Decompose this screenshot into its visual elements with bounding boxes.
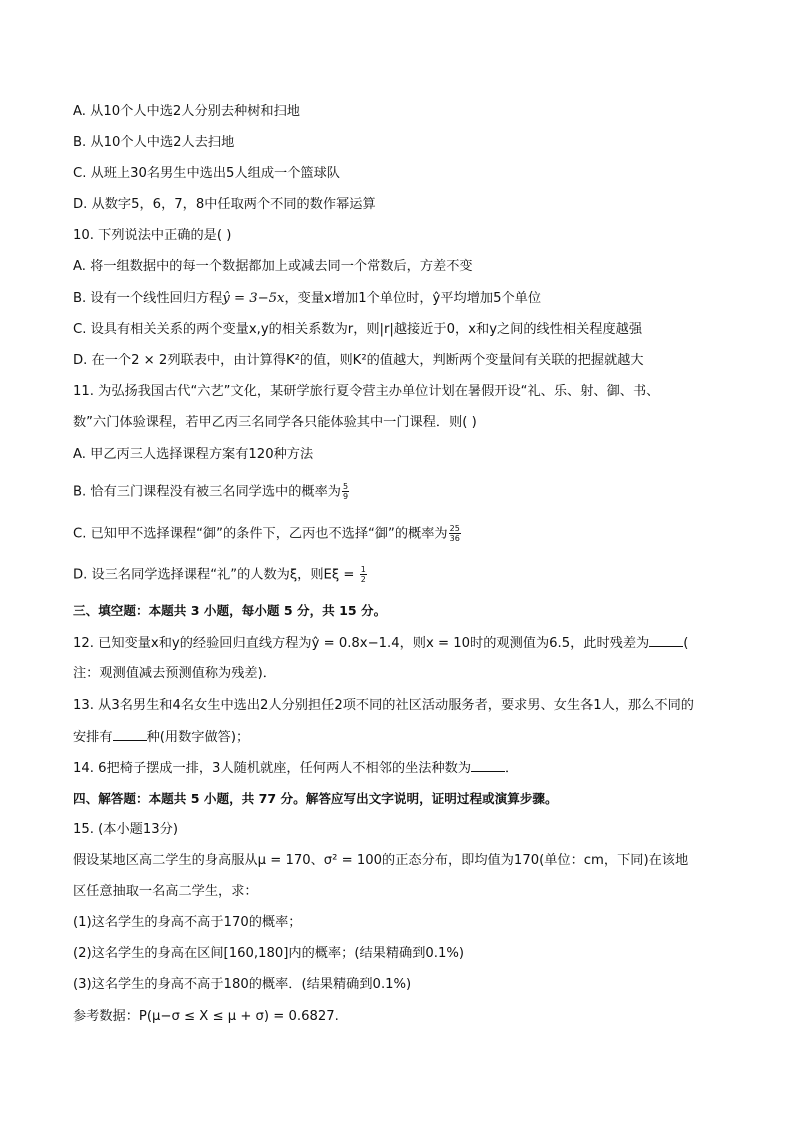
q10-option-b-post: ，变量x增加1个单位时，ŷ平均增加5个单位: [284, 291, 542, 306]
q9-option-c: C. 从班上30名男生中选出5人组成一个篮球队: [73, 166, 340, 181]
fraction-denominator: 36: [449, 534, 460, 543]
fraction-25-36: [449, 524, 461, 543]
q14-text: 14. 6把椅子摆成一排，3人随机就座，任何两人不相邻的坐法种数为: [73, 761, 472, 776]
regression-equation: ŷ = 3−5x: [222, 291, 285, 306]
q15-part1: (1)这名学生的身高不高于170的概率；: [73, 915, 302, 930]
fraction-denominator: 2: [360, 575, 366, 584]
q13-pre: 安排有: [73, 730, 113, 745]
fraction-numerator: 1: [360, 565, 366, 574]
q10-option-c: C. 设具有相关关系的两个变量x,y的相关系数为r，则|r|越接近于0，x和y之间的线性相关程度越强: [73, 322, 643, 337]
q9-option-b: B. 从10个人中选2人去扫地: [73, 135, 235, 150]
fraction-numerator: 5: [343, 482, 349, 491]
q15-part3: (3)这名学生的身高不高于180的概率．(结果精确到0.1%): [73, 977, 412, 992]
q14-line: [73, 759, 518, 778]
q10-option-d: D. 在一个2 × 2列联表中，由计算得K²的值，则K²的值越大，判断两个变量间有关联的把握就越大: [73, 353, 644, 368]
q11-option-d: [73, 565, 368, 585]
q13-line1: 13. 从3名男生和4名女生中选出2人分别担任2项不同的社区活动服务者，要求男、女生各1人，那么不同的: [73, 698, 694, 713]
q10-option-b: [73, 290, 541, 308]
fraction-numerator: 25: [449, 524, 460, 533]
section-answer-heading: 四、解答题：本题共 5 小题，共 77 分。解答应写出文字说明，证明过程或演算步骤。: [73, 791, 558, 806]
q12-line2: 注：观测值减去预测值称为残差)．: [73, 666, 276, 681]
q11-option-b-text: B. 恰有三门课程没有被三名同学选中的概率为: [73, 484, 341, 500]
fraction-1-2: [360, 565, 367, 584]
q11-option-d-text: D. 设三名同学选择课程“礼”的人数为ξ，则Eξ =: [73, 567, 359, 583]
q11-option-b: [73, 482, 350, 502]
q11-option-c-text: C. 已知甲不选择课程“御”的条件下，乙丙也不选择“御”的概率为: [73, 526, 448, 542]
q9-option-d: D. 从数字5，6，7，8中任取两个不同的数作幂运算: [73, 197, 376, 212]
q15-reference-data: 参考数据：P(μ−σ ≤ X ≤ μ + σ) = 0.6827.: [73, 1009, 339, 1024]
answer-blank[interactable]: [471, 759, 505, 772]
fraction-5-9: [342, 482, 349, 501]
q12-line1: [73, 634, 688, 653]
answer-blank[interactable]: [649, 634, 683, 647]
q11-stem-line2: 数”六门体验课程，若甲乙丙三名同学各只能体验其中一门课程．则( ): [73, 415, 477, 430]
q11-option-a: A. 甲乙丙三人选择课程方案有120种方法: [73, 447, 314, 462]
q11-option-c: [73, 524, 462, 544]
q15-header: 15. (本小题13分): [73, 822, 178, 837]
q15-stem-line1: 假设某地区高二学生的身高服从μ = 170、σ² = 100的正态分布，即均值为170(单位：cm，下同)在该地: [73, 853, 689, 868]
q14-post: ．: [505, 761, 519, 776]
q15-part2: (2)这名学生的身高在区间[160,180]内的概率；(结果精确到0.1%): [73, 946, 465, 961]
q13-line2: [73, 728, 249, 747]
q12-paren: (: [683, 636, 689, 651]
fraction-denominator: 9: [343, 492, 349, 501]
q12-text: 12. 已知变量x和y的经验回归直线方程为ŷ = 0.8x−1.4，则x = 10时的观测值为6.5，此时残差为: [73, 636, 650, 651]
q13-post: 种(用数字做答)；: [146, 730, 250, 745]
q10-option-b-pre: B. 设有一个线性回归方程: [73, 291, 223, 306]
q10-stem: 10. 下列说法中正确的是( ): [73, 228, 232, 243]
section-fill-in-heading: 三、填空题：本题共 3 小题，每小题 5 分，共 15 分。: [73, 603, 387, 618]
q15-stem-line2: 区任意抽取一名高二学生，求：: [73, 884, 258, 899]
answer-blank[interactable]: [113, 728, 147, 741]
q9-option-a: A. 从10个人中选2人分别去种树和扫地: [73, 104, 300, 119]
q10-option-a: A. 将一组数据中的每一个数据都加上或减去同一个常数后，方差不变: [73, 259, 473, 274]
q11-stem-line1: 11. 为弘扬我国古代“六艺”文化，某研学旅行夏令营主办单位计划在暑假开设“礼、乐、射、御、书、: [73, 384, 660, 399]
